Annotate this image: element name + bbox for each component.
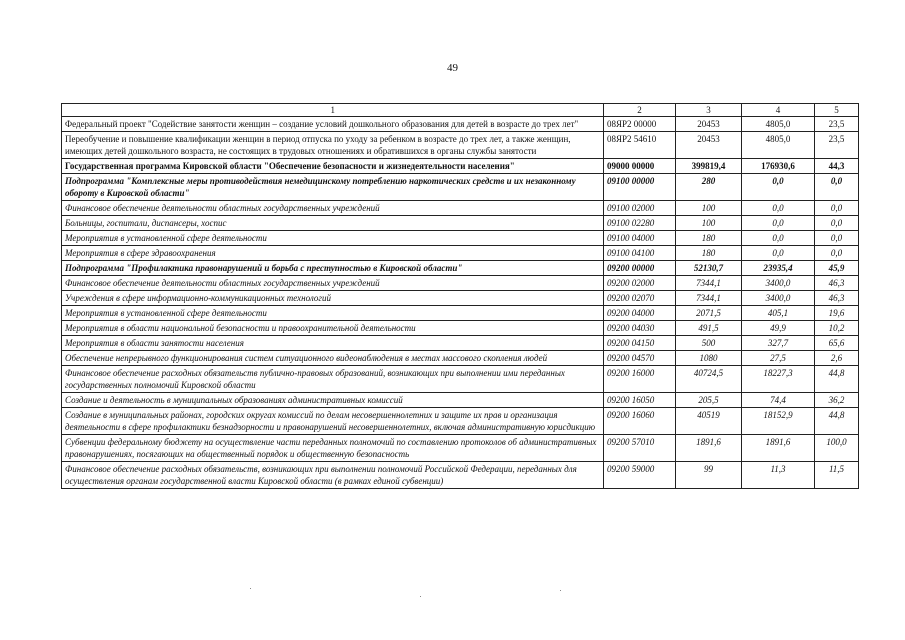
row-name-cell: Переобучение и повышение квалификации женщин в период отпуска по уходу за ребенком в возрасте до трех лет, а также женщин, имеющих детей дошкольного возраста, не состоящих в трудовых отношениях и обратившихся в органы службы занятости	[62, 132, 604, 159]
table-row	[62, 261, 859, 276]
table-row	[62, 231, 859, 246]
row-actual-value-cell: 18152,9	[742, 408, 815, 435]
row-name-cell: Субвенции федеральному бюджету на осуществление части переданных полномочий по составлению протоколов об административных правонарушениях, посягающих на общественный порядок и общественную безопасность	[62, 435, 604, 462]
header-col-1: 1	[62, 104, 604, 117]
row-name-cell: Подпрограмма "Профилактика правонарушений и борьба с преступностью в Кировской области"	[62, 261, 604, 276]
table-row	[62, 216, 859, 231]
table-row	[62, 174, 859, 201]
table-row	[62, 306, 859, 321]
row-actual-value-cell: 23935,4	[742, 261, 815, 276]
row-percent-cell: 0,0	[815, 216, 859, 231]
row-percent-cell: 0,0	[815, 174, 859, 201]
row-code-cell: 09200 59000	[604, 462, 676, 489]
row-percent-cell: 100,0	[815, 435, 859, 462]
row-actual-value-cell: 49,9	[742, 321, 815, 336]
row-actual-value-cell: 4805,0	[742, 132, 815, 159]
header-col-4: 4	[742, 104, 815, 117]
scan-speck	[420, 596, 421, 597]
row-code-cell: 09100 00000	[604, 174, 676, 201]
table-row	[62, 201, 859, 216]
scan-speck	[560, 590, 561, 591]
row-percent-cell: 11,5	[815, 462, 859, 489]
row-plan-value-cell: 1080	[676, 351, 742, 366]
table-row	[62, 336, 859, 351]
row-name-cell: Создание и деятельность в муниципальных образованиях административных комиссий	[62, 393, 604, 408]
budget-table	[61, 103, 859, 489]
table-body	[62, 117, 859, 489]
table-row	[62, 351, 859, 366]
row-name-cell: Учреждения в сфере информационно-коммуникационных технологий	[62, 291, 604, 306]
row-name-cell: Подпрограмма "Комплексные меры противодействия немедицинскому потреблению наркотических средств и их незаконному обороту в Кировской области"	[62, 174, 604, 201]
row-code-cell: 09200 16000	[604, 366, 676, 393]
row-percent-cell: 44,3	[815, 159, 859, 174]
row-plan-value-cell: 399819,4	[676, 159, 742, 174]
row-code-cell: 09100 04100	[604, 246, 676, 261]
row-plan-value-cell: 52130,7	[676, 261, 742, 276]
row-percent-cell: 45,9	[815, 261, 859, 276]
row-code-cell: 09200 00000	[604, 261, 676, 276]
row-code-cell: 09200 16050	[604, 393, 676, 408]
row-plan-value-cell: 40724,5	[676, 366, 742, 393]
row-code-cell: 09200 16060	[604, 408, 676, 435]
row-name-cell: Мероприятия в установленной сфере деятельности	[62, 306, 604, 321]
table-row	[62, 117, 859, 132]
row-name-cell: Мероприятия в установленной сфере деятельности	[62, 231, 604, 246]
row-code-cell: 09200 57010	[604, 435, 676, 462]
row-actual-value-cell: 3400,0	[742, 291, 815, 306]
row-code-cell: 09100 02280	[604, 216, 676, 231]
row-percent-cell: 0,0	[815, 231, 859, 246]
table-header-row	[62, 104, 859, 117]
row-actual-value-cell: 18227,3	[742, 366, 815, 393]
row-code-cell: 09200 02070	[604, 291, 676, 306]
row-actual-value-cell: 74,4	[742, 393, 815, 408]
row-name-cell: Мероприятия в области занятости населения	[62, 336, 604, 351]
row-plan-value-cell: 40519	[676, 408, 742, 435]
row-code-cell: 09200 04030	[604, 321, 676, 336]
row-name-cell: Финансовое обеспечение расходных обязательств, возникающих при выполнении полномочий Российской Федерации, переданных для осуществления органам государственной власти Кировской области (в рамках единой субвенции)	[62, 462, 604, 489]
row-percent-cell: 44,8	[815, 408, 859, 435]
row-actual-value-cell: 0,0	[742, 246, 815, 261]
row-code-cell: 09000 00000	[604, 159, 676, 174]
row-code-cell: 09200 02000	[604, 276, 676, 291]
row-plan-value-cell: 2071,5	[676, 306, 742, 321]
row-percent-cell: 0,0	[815, 201, 859, 216]
table-row	[62, 291, 859, 306]
row-plan-value-cell: 491,5	[676, 321, 742, 336]
row-percent-cell: 10,2	[815, 321, 859, 336]
header-col-5: 5	[815, 104, 859, 117]
row-plan-value-cell: 180	[676, 246, 742, 261]
row-plan-value-cell: 99	[676, 462, 742, 489]
row-actual-value-cell: 0,0	[742, 201, 815, 216]
row-plan-value-cell: 500	[676, 336, 742, 351]
row-actual-value-cell: 327,7	[742, 336, 815, 351]
row-code-cell: 09200 04000	[604, 306, 676, 321]
row-plan-value-cell: 205,5	[676, 393, 742, 408]
row-name-cell: Создание в муниципальных районах, городских округах комиссий по делам несовершеннолетних и защите их прав и организация деятельности в сфере профилактики безнадзорности и правонарушений несовершеннолетних, включая административную юрисдикцию	[62, 408, 604, 435]
row-percent-cell: 0,0	[815, 246, 859, 261]
row-percent-cell: 23,5	[815, 132, 859, 159]
table-row	[62, 408, 859, 435]
row-name-cell: Больницы, госпитали, диспансеры, хоспис	[62, 216, 604, 231]
row-name-cell: Мероприятия в области национальной безопасности и правоохранительной деятельности	[62, 321, 604, 336]
row-percent-cell: 65,6	[815, 336, 859, 351]
scan-speck	[250, 588, 251, 589]
row-name-cell: Мероприятия в сфере здравоохранения	[62, 246, 604, 261]
row-name-cell: Обеспечение непрерывного функционирования систем ситуационного видеонаблюдения в местах массового скопления людей	[62, 351, 604, 366]
row-code-cell: 09200 04150	[604, 336, 676, 351]
table-row	[62, 132, 859, 159]
row-code-cell: 08ЯР2 00000	[604, 117, 676, 132]
row-actual-value-cell: 1891,6	[742, 435, 815, 462]
header-col-2: 2	[604, 104, 676, 117]
row-code-cell: 09100 04000	[604, 231, 676, 246]
row-name-cell: Финансовое обеспечение деятельности областных государственных учреждений	[62, 276, 604, 291]
row-actual-value-cell: 11,3	[742, 462, 815, 489]
table-row	[62, 276, 859, 291]
row-plan-value-cell: 100	[676, 216, 742, 231]
row-percent-cell: 44,8	[815, 366, 859, 393]
row-name-cell: Финансовое обеспечение деятельности областных государственных учреждений	[62, 201, 604, 216]
row-plan-value-cell: 1891,6	[676, 435, 742, 462]
row-name-cell: Финансовое обеспечение расходных обязательств публично-правовых образований, возникающих при выполнении ими переданных государственных полномочий Кировской области	[62, 366, 604, 393]
row-code-cell: 09200 04570	[604, 351, 676, 366]
row-plan-value-cell: 280	[676, 174, 742, 201]
row-code-cell: 08ЯР2 54610	[604, 132, 676, 159]
row-percent-cell: 19,6	[815, 306, 859, 321]
row-plan-value-cell: 180	[676, 231, 742, 246]
row-actual-value-cell: 0,0	[742, 231, 815, 246]
row-actual-value-cell: 27,5	[742, 351, 815, 366]
row-percent-cell: 46,3	[815, 276, 859, 291]
row-plan-value-cell: 7344,1	[676, 291, 742, 306]
row-actual-value-cell: 0,0	[742, 174, 815, 201]
table-row	[62, 462, 859, 489]
row-plan-value-cell: 7344,1	[676, 276, 742, 291]
row-plan-value-cell: 20453	[676, 132, 742, 159]
table-row	[62, 159, 859, 174]
row-actual-value-cell: 176930,6	[742, 159, 815, 174]
table-row	[62, 366, 859, 393]
row-name-cell: Государственная программа Кировской области "Обеспечение безопасности и жизнедеятельности населения"	[62, 159, 604, 174]
table-row	[62, 321, 859, 336]
table-row	[62, 435, 859, 462]
row-plan-value-cell: 100	[676, 201, 742, 216]
row-percent-cell: 46,3	[815, 291, 859, 306]
row-actual-value-cell: 405,1	[742, 306, 815, 321]
row-actual-value-cell: 3400,0	[742, 276, 815, 291]
row-percent-cell: 36,2	[815, 393, 859, 408]
table-row	[62, 393, 859, 408]
page-number: 49	[447, 62, 458, 74]
row-actual-value-cell: 4805,0	[742, 117, 815, 132]
row-code-cell: 09100 02000	[604, 201, 676, 216]
table-row	[62, 246, 859, 261]
row-actual-value-cell: 0,0	[742, 216, 815, 231]
row-percent-cell: 2,6	[815, 351, 859, 366]
header-col-3: 3	[676, 104, 742, 117]
row-plan-value-cell: 20453	[676, 117, 742, 132]
row-name-cell: Федеральный проект "Содействие занятости женщин – создание условий дошкольного образования для детей в возрасте до трех лет"	[62, 117, 604, 132]
row-percent-cell: 23,5	[815, 117, 859, 132]
